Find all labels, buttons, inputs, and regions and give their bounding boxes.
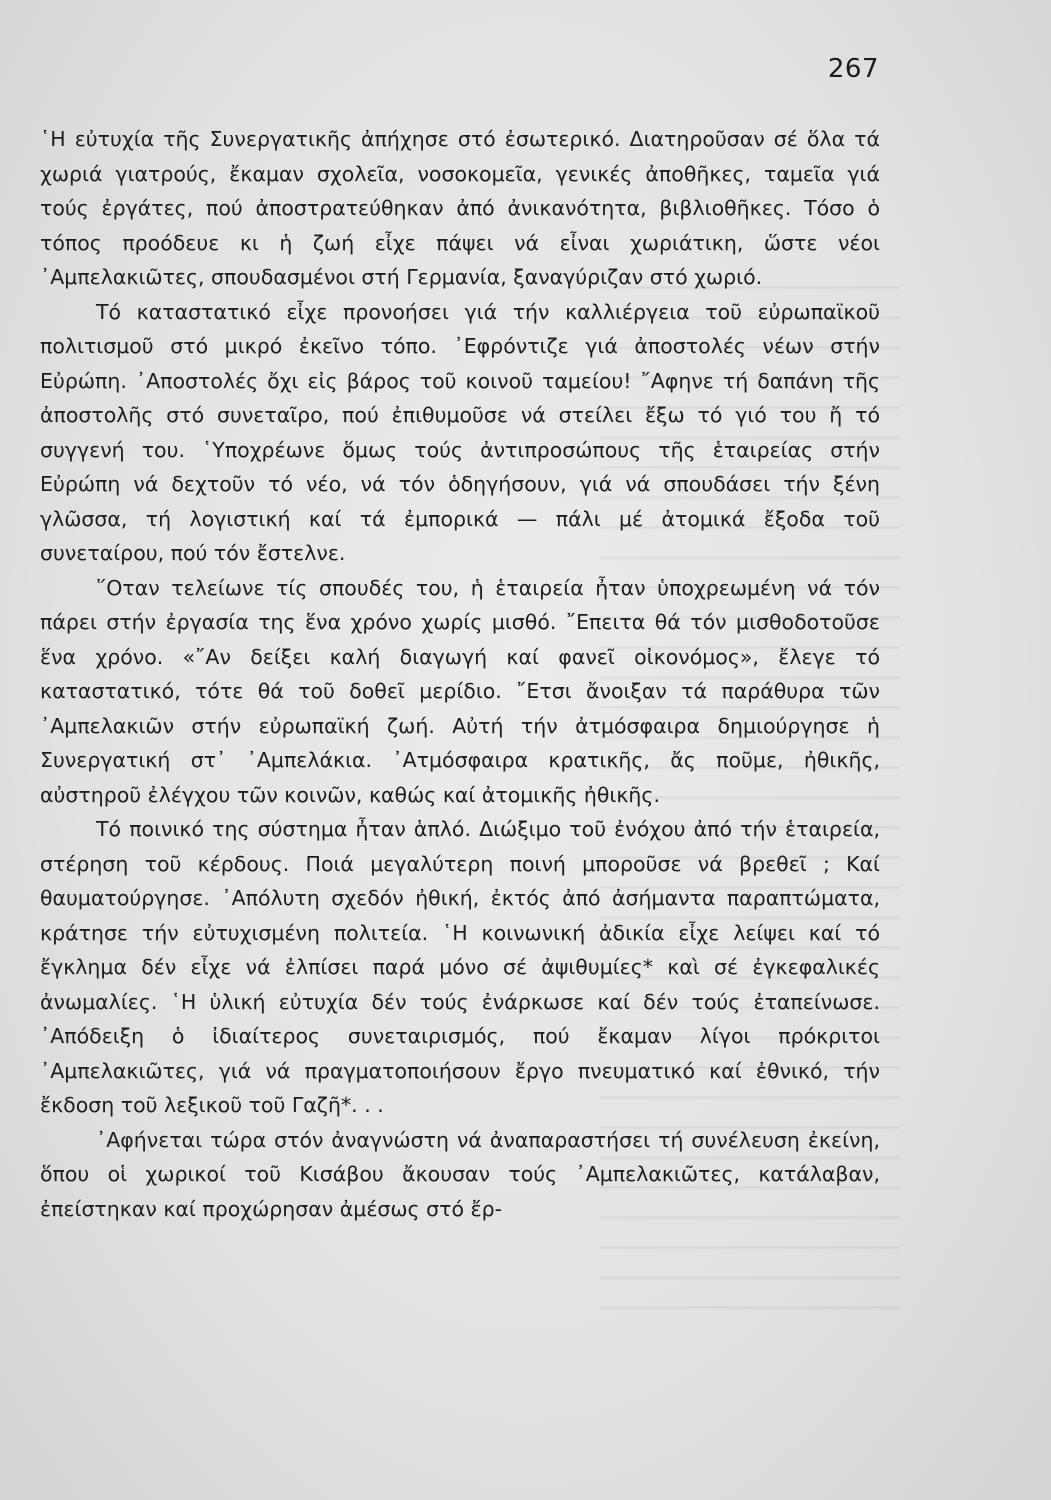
paragraph-1: ῾Η εὐτυχία τῆς Συνεργατικῆς ἀπήχησε στό ἐσωτερικό. Διατηροῦσαν σέ ὅλα τά χωριά γιατρούς, ἔκαμαν σχολεῖα, νοσοκομεῖα, γενικές ἀποθῆκες, ταμεῖα γιά τούς ἐργάτες, πού ἀποστρατεύθηκαν ἀπό ἀνικανότητα, βιβλιοθῆκες. Τόσο ὁ τόπος προόδευε κι ἡ ζωή εἶχε πάψει νά εἶναι χωριάτικη, ὥστε νέοι ᾿Αμπελακιῶτες, σπουδασμένοι στή Γερμανία, ξαναγύριζαν στό χωριό. xyxy=(40,127,880,289)
paragraph-5: ᾿Αφήνεται τώρα στόν ἀναγνώστη νά ἀναπαραστήσει τή συνέλευση ἐκείνη, ὅπου οἱ χωρικοί τοῦ Κισάβου ἄκουσαν τούς ᾿Αμπελακιῶτες, κατάλαβαν, ἐπείστηκαν καί προχώρησαν ἀμέσως στό ἔρ- xyxy=(40,1127,880,1221)
paragraph-4: Τό ποινικό της σύστημα ἦταν ἁπλό. Διώξιμο τοῦ ἐνόχου ἀπό τήν ἑταιρεία, στέρηση τοῦ κέρδους. Ποιά μεγαλύτερη ποινή μποροῦσε νά βρεθεῖ ; Καί θαυματούργησε. ᾿Απόλυτη σχεδόν ἠθική, ἐκτός ἀπό ἀσήμαντα παραπτώματα, κράτησε τήν εὐτυχισμένη πολιτεία. ῾Η κοινωνική ἀδικία εἶχε λείψει καί τό ἔγκλημα δέν εἶχε νά ἐλπίσει παρά μόνο σέ ἀψιθυμίες* καὶ σέ ἐγκεφαλικές ἀνωμαλίες. ῾Η ὑλική εὐτυχία δέν τούς ἐνάρκωσε καί δέν τούς ἐταπείνωσε. ᾿Απόδειξη ὁ ἰδιαίτερος συνεταιρισμός, πού ἔκαμαν λίγοι πρόκριτοι ᾿Αμπελακιῶτες, γιά νά πραγματοποιήσουν ἔργο πνευματικό καί ἐθνικό, τήν ἔκδοση τοῦ λεξικοῦ τοῦ Γαζῆ*. . . xyxy=(40,817,880,1117)
paragraph-2: Τό καταστατικό εἶχε προνοήσει γιά τήν καλλιέργεια τοῦ εὐρωπαϊκοῦ πολιτισμοῦ στό μικρό ἐκεῖνο τόπο. ᾿Εφρόντιζε γιά ἀποστολές νέων στήν Εὐρώπη. ᾿Αποστολές ὄχι εἰς βάρος τοῦ κοινοῦ ταμείου! ῎Αφηνε τή δαπάνη τῆς ἀποστολῆς στό συνεταῖρο, πού ἐπιθυμοῦσε νά στείλει ἔξω τό γιό του ἤ τό συγγενή του. ῾Υποχρέωνε ὅμως τούς ἀντιπροσώπους τῆς ἑταιρείας στήν Εὐρώπη νά δεχτοῦν τό νέο, νά τόν ὁδηγήσουν, γιά νά σπουδάσει τήν ξένη γλῶσσα, τή λογιστική καί τά ἐμπορικά — πάλι μέ ἀτομικά ἔξοδα τοῦ συνεταίρου, πού τόν ἔστελνε. xyxy=(40,299,880,565)
paragraph-3: ῞Οταν τελείωνε τίς σπουδές του, ἡ ἑταιρεία ἦταν ὑποχρεωμένη νά τόν πάρει στήν ἐργασία της ἕνα χρόνο χωρίς μισθό. ῎Επειτα θά τόν μισθοδοτοῦσε ἕνα χρόνο. «῎Αν δείξει καλή διαγωγή καί φανεῖ οἰκονόμος», ἔλεγε τό καταστατικό, τότε θά τοῦ δοθεῖ μερίδιο. ῎Ετσι ἄνοιξαν τά παράθυρα τῶν ᾿Αμπελακιῶν στήν εὐρωπαϊκή ζωή. Αὐτή τήν ἀτμόσφαιρα δημιούργησε ἡ Συνεργατική στ᾿ ᾿Αμπελάκια. ᾿Ατμόσφαιρα κρατικῆς, ἄς ποῦμε, ἠθικῆς, αὐστηροῦ ἐλέγχου τῶν κοινῶν, καθώς καί ἀτομικῆς ἠθικῆς. xyxy=(40,575,880,807)
text-body xyxy=(40,122,880,1226)
page-number: 267 xyxy=(827,54,879,84)
